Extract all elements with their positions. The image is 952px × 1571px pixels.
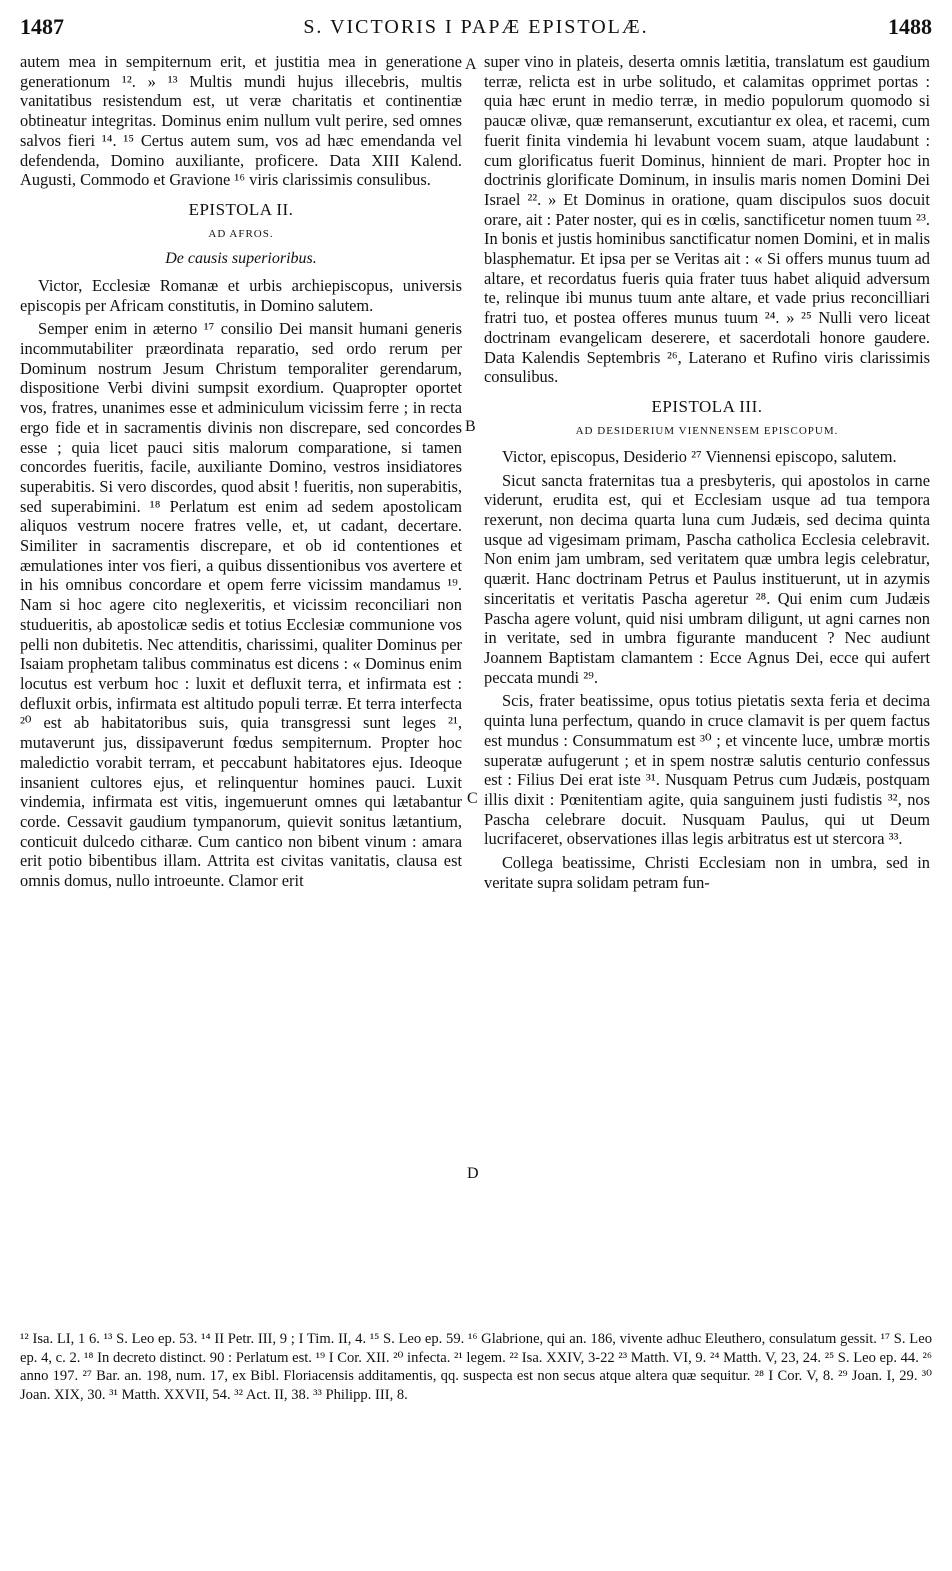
epistle3-paragraph-2: Scis, frater beatissime, opus totius pietatis sexta feria et decima quinta luna perfectum, quando in cruce clamavit is per quem factus est mundus : Consummatum est ³⁰ ; et vincente luce, umbræ mortis superatæ aufugerunt ; et in spem nostræ salutis centurio confessus est : Filius Dei erat iste ³¹. Nusquam Petrus cum Judæis, postquam illis dixit : Pœnitentiam agite, quia sanguinem justi fudistis ³², nos Pascha celebrare docuit. Nusquam Paulus, qui ut Deum lucrifaceret, observationes illas legis arbitratus est ut stercora ³³. bbox=[484, 691, 930, 849]
epistle2-salutation: Victor, Ecclesiæ Romanæ et urbis archiepiscopus, universis episcopis per Africam constitutis, in Domino salutem. bbox=[20, 275, 462, 315]
footnotes bbox=[20, 1330, 932, 1404]
margin-letter-d: D bbox=[467, 1165, 479, 1182]
epistle3-address: AD DESIDERIUM VIENNENSEM EPISCOPUM. bbox=[575, 424, 839, 437]
right-column bbox=[484, 52, 930, 896]
margin-letter-b: B bbox=[465, 418, 476, 435]
footnotes-text: ¹² Isa. LI, 1 6. ¹³ S. Leo ep. 53. ¹⁴ II Petr. III, 9 ; I Tim. II, 4. ¹⁵ S. Leo ep. 59. ¹⁶ Glabrione, qui an. 186, vivente adhuc Eleuthero, consulatum gessit. ¹⁷ S. Leo ep. 4, c. 2. ¹⁸ In decreto distinct. 90 : Perlatum est. ¹⁹ I Cor. XII. ²⁰ infecta. ²¹ legem. ²² Isa. XXIV, 3-22 ²³ Matth. VI, 9. ²⁴ Matth. V, 23, 24. ²⁵ S. Leo ep. 44. ²⁶ anno 197. ²⁷ Bar. an. 198, num. 17, ex Bibl. Floriacensis additamentis, qq. suspecta est non secus atque altera quæ sequitur. ²⁸ I Cor. V, 8. ²⁹ Joan. I, 29. ³⁰ Joan. XIX, 30. ³¹ Matth. XXVII, 54. ³² Act. II, 38. ³³ Philipp. III, 8. bbox=[20, 1331, 932, 1403]
epistle3-title: EPISTOLA III. bbox=[651, 396, 763, 416]
page-header bbox=[20, 14, 932, 40]
page-number-right: 1488 bbox=[888, 14, 932, 39]
epistle2-address: AD AFROS. bbox=[208, 227, 274, 240]
running-title: S. VICTORIS I PAPÆ EPISTOLÆ. bbox=[303, 16, 649, 38]
epistle2-body-continuation: super vino in plateis, deserta omnis lætitia, translatum est gaudium terræ, relicta est in urbe solitudo, et calamitas opprimet portas : quia hæc erunt in medio terræ, in medio populorum quomodo si paucæ olivæ, quæ remanserunt, excutiantur ex olea, et racemi, cum fuerit finita vindemia hi levabunt vocem suam, atque laudabunt : cum glorificatus fuerit Dominus, hinnient de mari. Propter hoc in doctrinis glorificate Dominum, in insulis maris nomen Domini Dei Israel ²². » Et Dominus in oratione, quam discipulos suos docuit orare, ait : Pater noster, qui es in cœlis, sanctificetur nomen tuum ²³. In bonis et justis hominibus sanctificatur nomen Domini, et in malis blasphematur. Et ipsa per se Veritas ait : « Si offers munus tuum ad altare, et recordatus fueris quia frater tuus habet aliquid adversum te, relinque ibi munus tuum ante altare, et vade prius reconcilliari fratri tuo, et postea offeres munus tuum ²⁴. » ²⁵ Nulli vero liceat doctrinam evangelicam deserere, et sacerdotali honore gaudere. Data Kalendis Septembris ²⁶, Laterano et Rufino viris clarissimis consulibus. bbox=[484, 52, 930, 387]
epistle1-continuation: autem mea in sempiternum erit, et justitia mea in generatione generationum ¹². » ¹³ Multis mundi hujus illecebris, multis vanitatibus resistendum est, ut veræ charitatis et continentiæ obtineatur integritas. Dominus enim nullum vult perire, sed omnes salvos fieri ¹⁴. ¹⁵ Certus autem sum, vos ad hæc emendanda vel defendenda, Domino auxiliante, proficere. Data XIII Kalend. Augusti, Commodo et Gravione ¹⁶ viris clarissimis consulibus. bbox=[20, 52, 462, 190]
epistle2-title: EPISTOLA II. bbox=[188, 199, 294, 219]
margin-letter-c: C bbox=[467, 790, 478, 807]
epistle3-paragraph-1: Sicut sancta fraternitas tua a presbyteris, qui apostolos in carne viderunt, erudita est, qui et Ecclesiam usque ad tua tempora rexerunt, non decima quarta luna cum Judæis, sed decima quinta usque ad vigesimam primam, Pascha catholica Ecclesia celebravit. Non enim jam umbram, sed veritatem quæ umbra legis celebratur, quærit. Hanc doctrinam Petrus et Paulus instituerunt, ut in azymis sinceritatis et veritatis Pascha ageretur ²⁸. Qui enim cum Judæis Pascha agere volunt, quid nisi umbram diligunt, ut agni carnes non in veritate, sed in umbra figurante manducent ? Nec audiunt Joannem Baptistam clamantem : Ecce Agnus Dei, ecce qui aufert peccata mundi ²⁹. bbox=[484, 470, 930, 687]
epistle2-subtitle: De causis superioribus. bbox=[165, 249, 317, 267]
epistle3-paragraph-3: Collega beatissime, Christi Ecclesiam non in umbra, sed in veritate supra solidam petram fun- bbox=[484, 853, 930, 892]
margin-letter-a: A bbox=[465, 56, 477, 73]
epistle2-body: Semper enim in æterno ¹⁷ consilio Dei mansit humani generis incommutabiliter præordinata reparatio, sed ordo rerum per Dominum nostrum Jesum Christum temporaliter gerendarum, dispositione Verbi divini sumpsit exordium. Quapropter oportet vos, fratres, unanimes esse et adminiculum vicissim ferre ; in recta ergo fide et in sacramentis divinis non discrepare, sed concordes esse ; quia licet pauci sitis malorum comparatione, si tamen concordes fueritis, facile, auxiliante Domino, vestros insidiatores superabitis. Si vero discordes, quod absit ! fueritis, non superabitis, sed superabimini. ¹⁸ Perlatum est enim ad sedem apostolicam aliquos vestrum nocere fratres velle, et, ut cadant, decertare. Similiter in sacramentis discrepare, et ob id contentiones et æmulationes inter vos fieri, a quibus dissentionibus vos avertere et in his omnibus concordare et opem ferre vicissim mandamus ¹⁹. Nam si hoc agere cito neglexeritis, et vicissim reconciliari non studueritis, ab apostolicæ sedis et totius Ecclesiæ communione vos pelli non dubitetis. Nec attenditis, charissimi, qualiter Dominus per Isaiam prophetam talibus comminatus est dicens : « Dominus enim locutus est verbum hoc : luxit et defluxit terra, et infirmata est : defluxit orbis, infirmata est altitudo populi terræ. Et terra interfecta ²⁰ est ab habitatoribus suis, quia transgressi sunt leges ²¹, mutaverunt jus, dissipaverunt fœdus sempiternum. Propter hoc maledictio vorabit terram, et peccabunt habitatores ejus. Ideoque insanient cultores ejus, et relinquentur homines pauci. Luxit vindemia, infirmata est vitis, ingemuerunt omnes qui lætabantur corde. Cessavit gaudium tympanorum, quievit sonitus lætantium, conticuit dulcedo citharæ. Cum cantico non bibent vinum : amara erit potio bibentibus illam. Attrita est civitas vanitatis, clausa est omnis domus, nullo introeunte. Clamor erit bbox=[20, 319, 462, 891]
page-number-left: 1487 bbox=[20, 14, 64, 39]
left-column bbox=[20, 52, 462, 895]
epistle3-salutation: Victor, episcopus, Desiderio ²⁷ Viennensi episcopo, salutem. bbox=[502, 446, 897, 466]
